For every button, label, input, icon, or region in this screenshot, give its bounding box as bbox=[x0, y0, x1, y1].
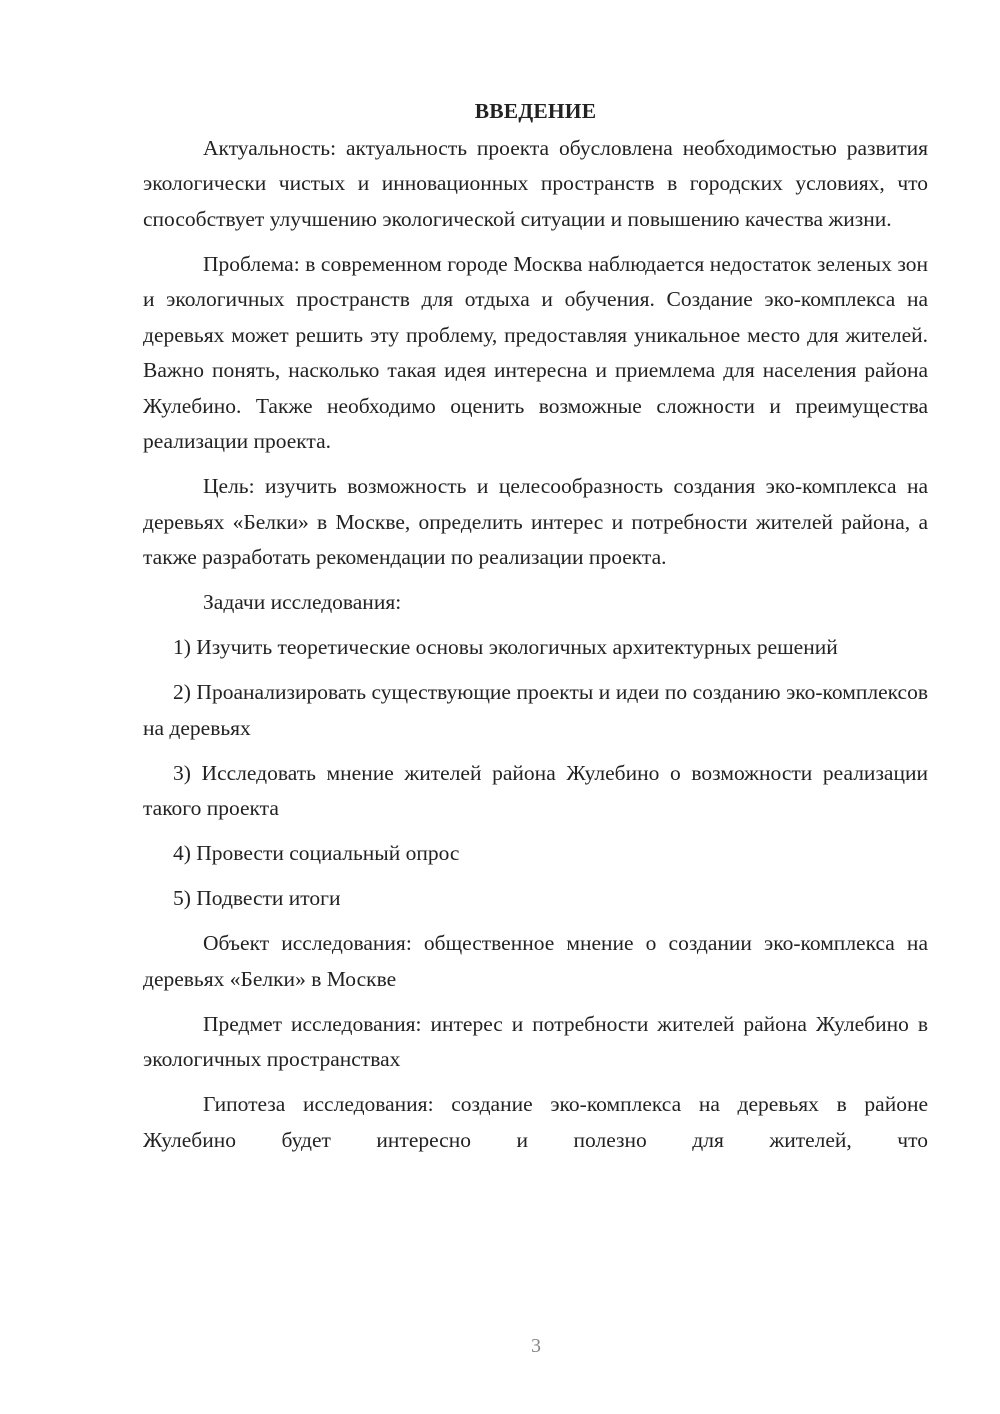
page-title: ВВЕДЕНИЕ bbox=[474, 99, 597, 123]
goal-paragraph: Цель: изучить возможность и целесообразность создания эко-комплекса на деревьях «Белки» в Москве, определить интерес и потребности жителей района, а также разработать рекомендации по реализации проекта. bbox=[143, 474, 928, 569]
object-paragraph: Объект исследования: общественное мнение о создании эко-комплекса на деревьях «Белки» в Москве bbox=[143, 931, 928, 991]
problem-paragraph: Проблема: в современном городе Москва наблюдается недостаток зеленых зон и экологичных пространств для отдыха и обучения. Создание эко-комплекса на деревьях может решить эту проблему, предоставляя уникальное место для жителей. Важно понять, насколько такая идея интересна и приемлема для населения района Жулебино. Также необходимо оценить возможные сложности и преимущества реализации проекта. bbox=[143, 251, 928, 453]
task-item: 2) Проанализировать существующие проекты и идеи по созданию эко-комплексов на деревьях bbox=[143, 680, 928, 740]
task-item: 3) Исследовать мнение жителей района Жулебино о возможности реализации такого проекта bbox=[143, 760, 928, 820]
tasks-heading: Задачи исследования: bbox=[203, 590, 402, 614]
relevance-paragraph: Актуальность: актуальность проекта обусловлена необходимостью развития экологически чистых и инновационных пространств в городских условиях, что способствует улучшению экологической ситуации и повышению качества жизни. bbox=[143, 135, 928, 231]
hypothesis-paragraph: Гипотеза исследования: создание эко-комплекса на деревьях в районе Жулебино будет интересно и полезно для жителей, что bbox=[143, 1092, 928, 1152]
subject-paragraph: Предмет исследования: интерес и потребности жителей района Жулебино в экологичных пространствах bbox=[143, 1011, 928, 1071]
document-body bbox=[143, 94, 928, 1168]
task-item: 5) Подвести итоги bbox=[173, 886, 341, 910]
task-item: 1) Изучить теоретические основы экологичных архитектурных решений bbox=[173, 635, 838, 659]
task-item: 4) Провести социальный опрос bbox=[173, 841, 460, 865]
page-number: 3 bbox=[531, 1335, 541, 1357]
